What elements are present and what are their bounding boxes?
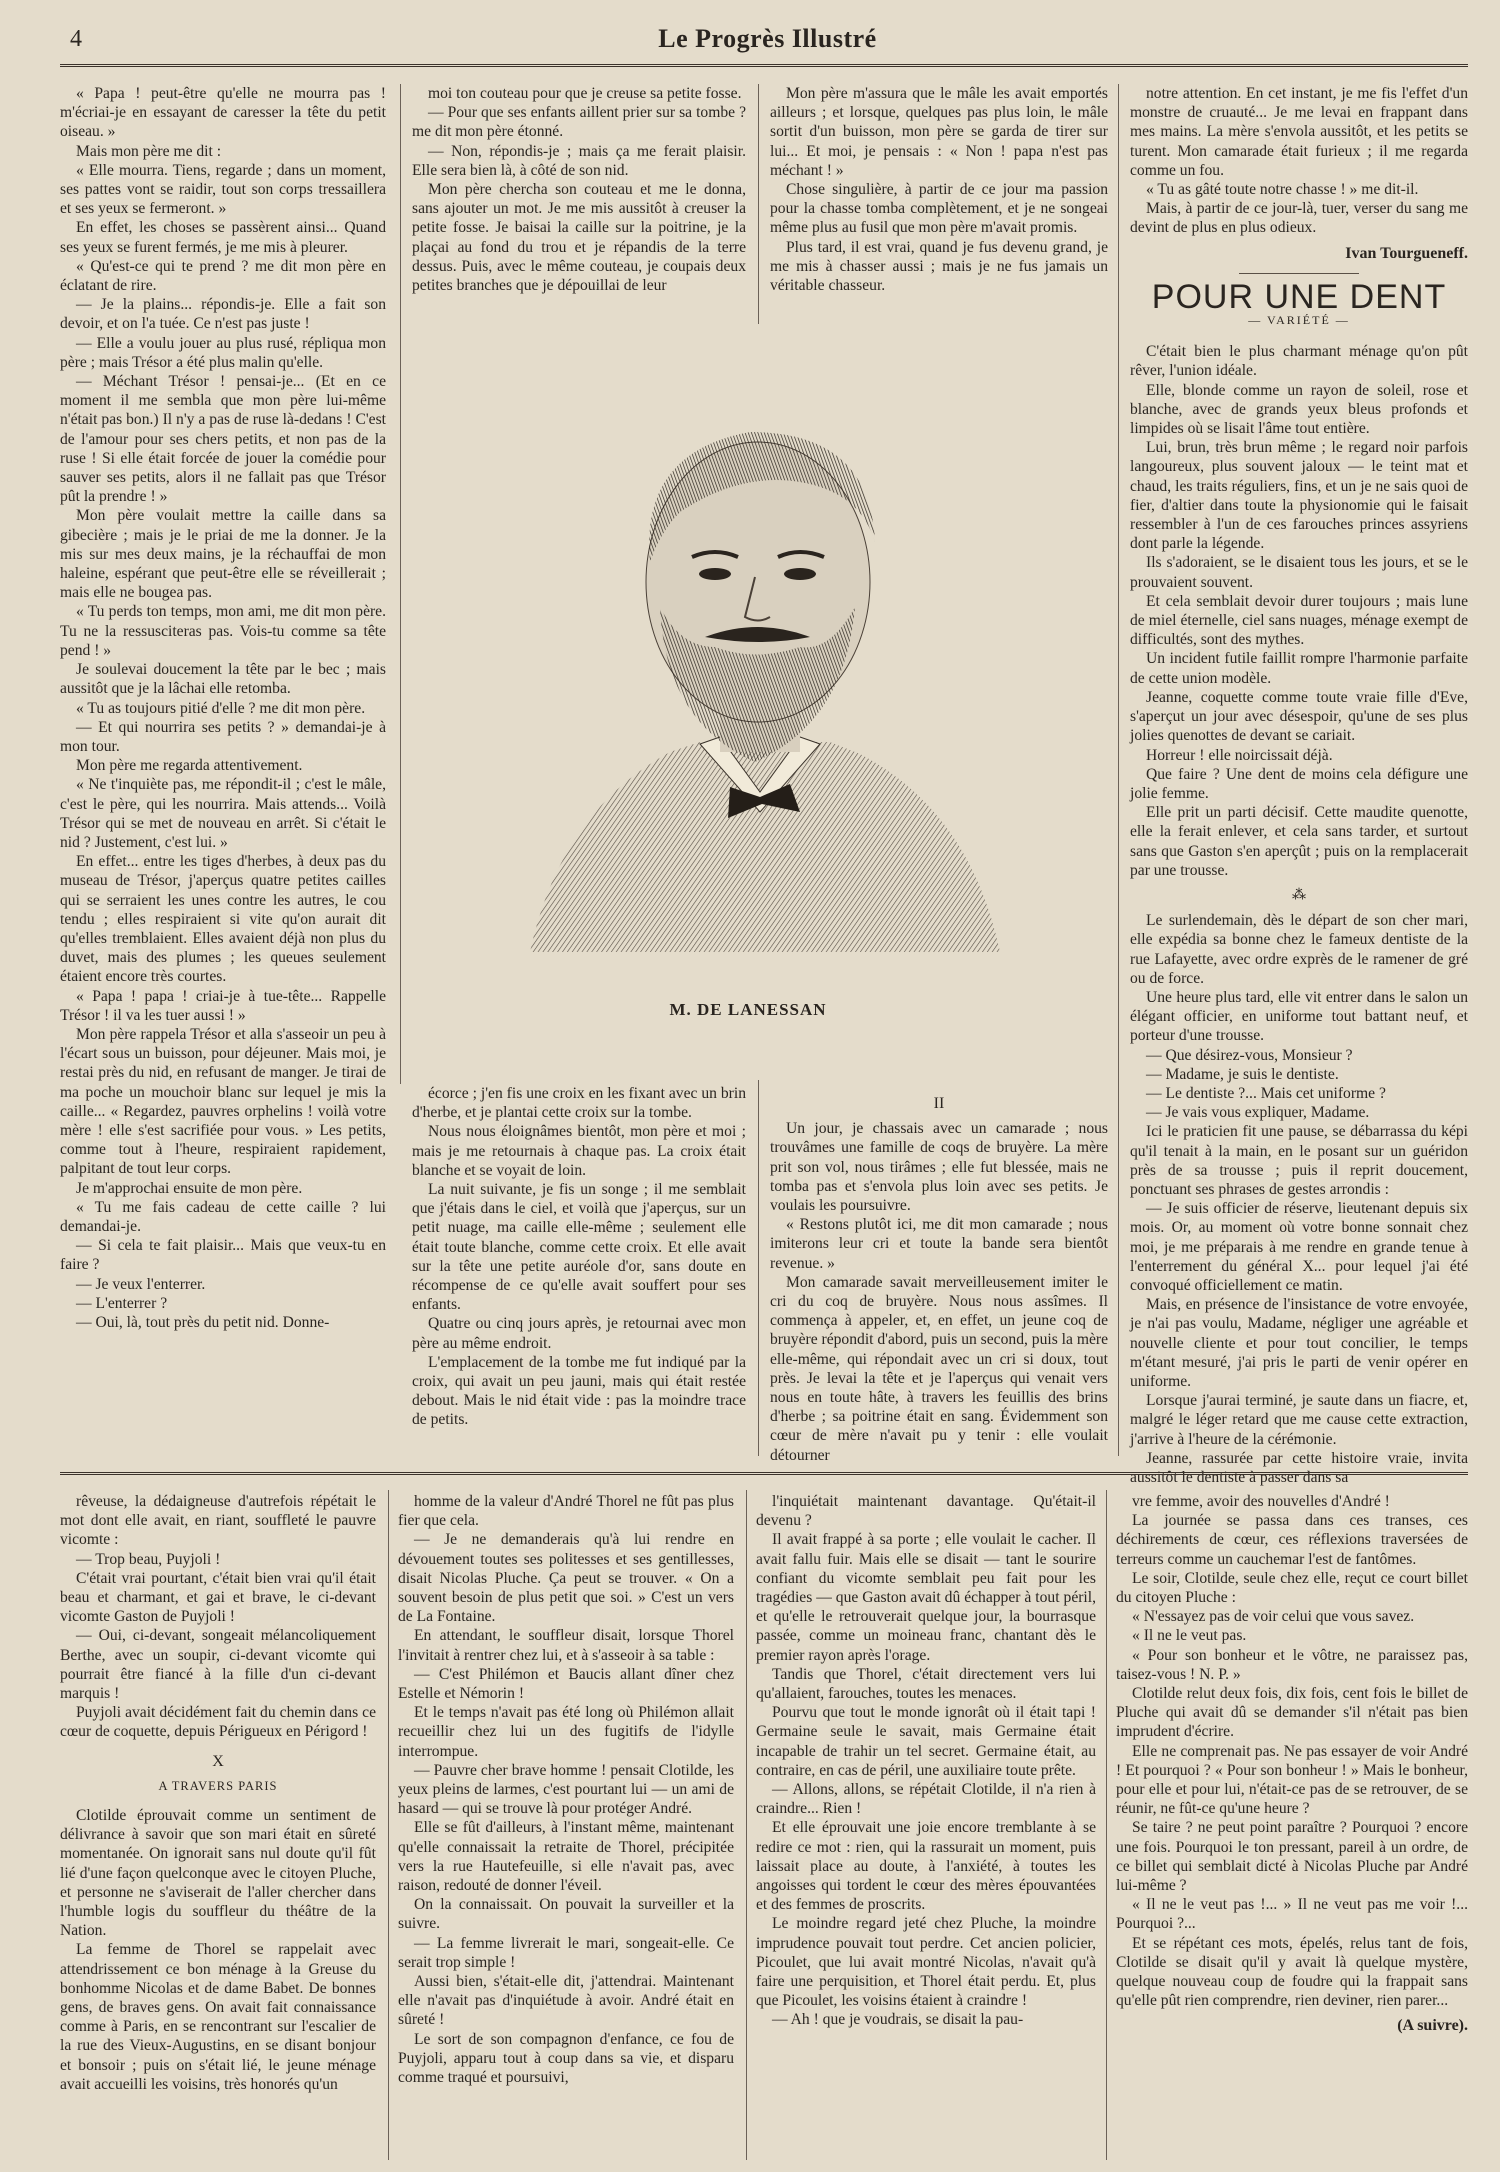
ornament-rule — [1239, 273, 1359, 274]
paragraph: « Elle mourra. Tiens, regarde ; dans un moment, ses pattes vont se raidir, tout son corps tressaillera et ses yeux se fermeront. » — [60, 161, 386, 218]
paragraph: « Restons plutôt ici, me dit mon camarade ; nous imiterons leur cri et toute la bande sera bientôt revenue. » — [770, 1216, 1108, 1272]
page-header — [60, 22, 1475, 62]
paragraph: Et le temps n'avait pas été long où Philémon allait recueillir chez lui un des fugitifs de l'idylle interrompue. — [398, 1704, 734, 1760]
top-column-3 — [770, 84, 1108, 324]
chapter-title: A TRAVERS PARIS — [158, 1778, 278, 1793]
paragraph: Ici le praticien fit une pause, se débarrassa du képi qu'il tenait à la main, en le posant sur un guéridon près de sa trousse ; puis il reprit doucement, ponctuant ses phrases de gestes arrondis : — [1130, 1123, 1468, 1198]
paragraph: — Ah ! que je voudrais, se disait la pau- — [772, 2011, 1024, 2029]
top-column-2-lower — [412, 1084, 746, 1456]
paragraph: Mais mon père me dit : — [76, 142, 222, 160]
paragraph: Le sort de son compagnon d'enfance, ce fou de Puyjoli, apparu tout à coup dans sa vie, et disparu comme traqué et poursuivi, — [398, 2030, 734, 2087]
paragraph: Clotilde relut deux fois, dix fois, cent fois le billet de Pluche qui avait dû se demander s'il n'était pas bien imprudent d'écrire. — [1116, 1685, 1468, 1741]
column-rule — [746, 1490, 747, 2160]
paragraph: — Méchant Trésor ! pensai-je... (Et en ce moment il me sembla que mon père lui-même n'était pas bon.) Il n'y a pas de ruse là-dedans ! C'est de l'amour pour ses chers petits, et non pas de la ruse ! Si elle était forcée de jouer la comédie pour sauver ses petits, alors il ne fallait pas que Trésor pût la prendre ! » — [60, 373, 386, 506]
paragraph: « Ne t'inquiète pas, me répondit-il ; c'est le mâle, c'est le père, qui les nourrira. Mais attends... Voilà Trésor qui se met de nouveau en arrêt. Si c'était le nid ? Justement, c'est lui. » — [60, 776, 386, 851]
paragraph: On la connaissait. On pouvait la surveiller et la suivre. — [398, 1896, 734, 1933]
paragraph: Elle, blonde comme un rayon de soleil, rose et blanche, avec de grands yeux bleus profonds et limpides où se lisait l'âme tout entière. — [1130, 381, 1468, 438]
paragraph: La femme de Thorel se rappelait avec attendrissement ce bon ménage à la Greuse du bonhomme Nicolas et de dame Babet. De bonnes gens, de braves gens. On avait fait connaissance comme à Paris, en se rencontrant sur l'escalier de la rue des Vieux-Augustins, en se disant bonjour et bonsoir ; puis on s'était lié, le jeune ménage avait accueilli les voisins, très honorés qu'un — [60, 1941, 376, 2093]
portrait-engraving — [500, 392, 1020, 992]
paragraph: Chose singulière, à partir de ce jour ma passion pour la chasse tomba complètement, et je ne songeai même plus au fusil que mon père m'avait promis. — [770, 181, 1108, 237]
bottom-column-2 — [398, 1492, 734, 2160]
bottom-column-4 — [1116, 1492, 1468, 2160]
paragraph: Mon père m'assura que le mâle les avait emportés ailleurs ; et lorsque, quelques pas plus loin, le mâle sortit d'un buisson, mon père se garda de tirer sur lui... Et moi, je pensais : « Non ! papa n'est pas méchant ! » — [770, 85, 1108, 179]
paragraph: Elle ne comprenait pas. Ne pas essayer de voir André ! Et pourquoi ? « Pour son bonheur ! » Mais le bonheur, pour elle et pour lui, n'était-ce pas de se retrouver, de se réunir, ne fût-ce qu'une heure ? — [1116, 1742, 1468, 1818]
paragraph: — Trop beau, Puyjoli ! — [76, 1550, 221, 1568]
paragraph: — Le dentiste ?... Mais cet uniforme ? — [1146, 1084, 1386, 1102]
paragraph: Se taire ? ne peut point paraître ? Pourquoi ? encore une fois. Pourquoi le ton pressant, pareil à un ordre, de ce billet qui semblait dicté à Nicolas Pluche par André lui-même ? — [1116, 1819, 1468, 1895]
paragraph: Tandis que Thorel, c'était directement vers lui qu'allaient, farouches, toutes les menaces. — [756, 1665, 1096, 1703]
paragraph: « Pour son bonheur et le vôtre, ne paraissez pas, taisez-vous ! N. P. » — [1116, 1646, 1468, 1683]
paragraph: En effet... entre les tiges d'herbes, à deux pas du museau de Trésor, j'aperçus quatre petites cailles qui se serraient les unes contre les autres, le cou tendu ; elles respiraient si vite qu'on aurait dit qu'elles tremblaient. Elles avaient déjà non plus du duvet, mais des plumes ; les queues seulement étaient encore très courtes. — [60, 853, 386, 986]
paragraph: — Que désirez-vous, Monsieur ? — [1146, 1046, 1353, 1064]
paragraph: Un jour, je chassais avec un camarade ; nous trouvâmes une famille de coqs de bruyère. La mère prit son vol, nous tirâmes ; elle fut blessée, mais ne tomba pas et s'envola plus loin avec ses petits. Je voulais les poursuivre. — [770, 1120, 1108, 1215]
paragraph: « Tu as toujours pitié d'elle ? me dit mon père. — [76, 699, 366, 717]
paragraph: — Oui, là, tout près du petit nid. Donne- — [76, 1314, 330, 1331]
top-column-4 — [1130, 84, 1468, 1487]
paragraph: rêveuse, la dédaigneuse d'autrefois répétait le mot dont elle avait, en riant, souffleté le pauvre vicomte : — [60, 1493, 376, 1549]
paragraph: — Allons, allons, se répétait Clotilde, il n'a rien à craindre... Rien ! — [756, 1781, 1096, 1818]
to-be-continued: (A suivre). — [1397, 2017, 1468, 2035]
author-signature: Ivan Tourgueneff. — [1345, 244, 1468, 262]
paragraph: — La femme livrerait le mari, songeait-elle. Ce serait trop simple ! — [398, 1934, 734, 1971]
paragraph: — Madame, je suis le dentiste. — [1146, 1065, 1339, 1083]
section-number: II — [933, 1095, 945, 1112]
paragraph: Lui, brun, très brun même ; le regard noir parfois langoureux, plus souvent jaloux — le teint mat et chaud, les traits réguliers, fins, et un je ne sais quoi de fier, d'altier dans toute la physionomie qui le faisait ressembler à l'un de ces farouches princes assyriens dont parle la légende. — [1130, 439, 1468, 553]
paragraph: — Oui, ci-devant, songeait mélancoliquement Berthe, avec un soupir, ci-devant vicomte qui pourrait être fiancé à la fille d'un ci-devant marquis ! — [60, 1627, 376, 1703]
paragraph: Le soir, Clotilde, seule chez elle, reçut ce court billet du citoyen Pluche : — [1116, 1569, 1468, 1607]
masthead: Le Progrès Illustré — [658, 24, 877, 53]
paragraph: Mais, en présence de l'insistance de votre envoyée, je n'ai pas voulu, Madame, négliger une agréable et nouvelle cliente et pour tout concilier, le temps m'étant mesuré, j'ai pris le parti de venir opérer en uniforme. — [1130, 1296, 1468, 1390]
paragraph: Ils s'adoraient, se le disaient tous les jours, et se le prouvaient souvent. — [1130, 554, 1468, 591]
column-rule — [1106, 1490, 1107, 2160]
paragraph: Mon père me regarda attentivement. — [76, 757, 303, 775]
paragraph: notre attention. En cet instant, je me fis l'effet d'un monstre de cruauté... Je me levai en frappant dans mes mains. La mère s'envola aussitôt, et les petits se turent. Mon camarade était furieux ; il me regarda comme un fou. — [1130, 85, 1468, 179]
column-rule — [1118, 84, 1119, 1456]
paragraph: « Tu as gâté toute notre chasse ! » me dit-il. — [1146, 181, 1419, 199]
paragraph: Mon camarade savait merveilleusement imiter le cri du coq de bruyère. Nous nous assîmes. Il commença à appeler, et, en effet, un jeune coq de bruyère répondit d'abord, puis un second, puis la mère elle-même, qui répondait avec un cri si doux, tout près. Je levai la tête et je l'aperçus qui venait vers nous en toute hâte, à travers les feuillis des brins d'herbe ; sa poitrine était en sang. Évidemment son cœur de mère n'avait pu y tenir : elle voulait détourner — [770, 1273, 1108, 1464]
ornament: ⁂ — [1292, 887, 1306, 903]
paragraph: Elle prit un parti décisif. Cette maudite quenotte, elle la ferait enlever, et cela sans tarder, et surtout sans que Gaston s'en aperçût ; puis on la remplacerait par une trousse. — [1130, 804, 1468, 879]
paragraph: « Il ne le veut pas. — [1132, 1627, 1247, 1645]
paragraph: — Je suis officier de réserve, lieutenant depuis six mois. Or, au moment où votre bonne sonnait chez moi, je me préparais à me rendre en grande tenue à l'enterrement du général X... pour lequel j'ai été convoqué officiellement ce matin. — [1130, 1200, 1468, 1294]
paragraph: Mon père voulait mettre la caille dans sa gibecière ; mais je le priai de me la donner. Je la mis sur mes deux mains, je la réchauffai de mon haleine, espérant que peut-être elle se réveillerait ; mais elle ne bougea pas. — [60, 507, 386, 602]
paragraph: « N'essayez pas de voir celui que vous savez. — [1132, 1608, 1415, 1626]
paragraph: — Non, répondis-je ; mais ça me ferait plaisir. Elle sera bien là, à côté de son nid. — [412, 142, 746, 179]
paragraph: Plus tard, il est vrai, quand je fus devenu grand, je me mis à chasser aussi ; mais je ne fus jamais un véritable chasseur. — [770, 238, 1108, 295]
paragraph: Clotilde éprouvait comme un sentiment de délivrance à savoir que son mari était en sûreté momentanée. On ignorait sans nul doute qu'il fût lié d'une façon quelconque avec le citoyen Pluche, et personne ne s'aviserait de l'aller chercher dans l'humble logis du souffleur du théâtre de la Nation. — [60, 1807, 376, 1940]
paragraph: Une heure plus tard, elle vit entrer dans le salon un élégant officier, en uniforme tout battant neuf, et porteur d'une trousse. — [1130, 988, 1468, 1045]
paragraph: La nuit suivante, je fis un songe ; il me semblait que j'étais dans le ciel, et voilà que j'aperçus, sur un petit nuage, ma caille elle-même ; seulement elle était toute blanche, comme cette croix. Et elle avait sur la tête une petite auréole d'or, sans doute en récompense de ce qu'elle avait souffert pour ses enfants. — [412, 1181, 746, 1314]
paragraph: « Il ne le veut pas !... » Il ne veut pas me voir !... Pourquoi ?... — [1116, 1896, 1468, 1933]
paragraph: C'était bien le plus charmant ménage qu'on pût rêver, l'union idéale. — [1130, 343, 1468, 380]
page-number: 4 — [70, 26, 82, 52]
paragraph: écorce ; j'en fis une croix en les fixant avec un brin d'herbe, et je plantai cette croix sur la tombe. — [412, 1085, 746, 1122]
paragraph: moi ton couteau pour que je creuse sa petite fosse. — [428, 85, 742, 102]
chapter-number: X — [212, 1752, 224, 1770]
column-rule — [400, 84, 401, 1084]
paragraph: homme de la valeur d'André Thorel ne fût pas plus fier que cela. — [398, 1493, 734, 1530]
paragraph: — Pour que ses enfants aillent prier sur sa tombe ? me dit mon père étonné. — [412, 104, 746, 141]
paragraph: — L'enterrer ? — [76, 1294, 168, 1312]
paragraph: « Papa ! peut-être qu'elle ne mourra pas ! m'écriai-je en essayant de caresser la tête du petit oiseau. » — [60, 85, 386, 141]
paragraph: Quatre ou cinq jours après, je retournai avec mon père au même endroit. — [412, 1315, 746, 1352]
paragraph: « Papa ! papa ! criai-je à tue-tête... Rappelle Trésor ! il va les tuer aussi ! » — [60, 987, 386, 1024]
top-column-2 — [412, 84, 746, 324]
paragraph: — Si cela te fait plaisir... Mais que veux-tu en faire ? — [60, 1237, 386, 1274]
portrait-caption: M. DE LANESSAN — [669, 1000, 827, 1019]
feature-title: POUR UNE DENT — [1151, 277, 1447, 316]
paragraph: — Je veux l'enterrer. — [76, 1275, 206, 1293]
paragraph: Jeanne, rassurée par cette histoire vraie, invita aussitôt le dentiste à passer dans sa — [1130, 1449, 1468, 1487]
bottom-column-1 — [60, 1492, 376, 2160]
paragraph: Horreur ! elle noircissait déjà. — [1146, 746, 1333, 764]
feature-subtitle: — VARIÉTÉ — — [1248, 313, 1350, 328]
header-rule — [60, 64, 1468, 71]
paragraph: vre femme, avoir des nouvelles d'André ! — [1132, 1493, 1390, 1510]
paragraph: L'emplacement de la tombe me fut indiqué par la croix, qui avait un peu jauni, mais qui était restée debout. Mais le nid était vide : pas la moindre trace de petits. — [412, 1353, 746, 1429]
paragraph: Jeanne, coquette comme toute vraie fille d'Eve, s'aperçut un jour avec désespoir, qu'une de ses plus jolies quenottes de devant se cariait. — [1130, 688, 1468, 745]
paragraph: « Tu me fais cadeau de cette caille ? lui demandai-je. — [60, 1198, 386, 1235]
paragraph: « Qu'est-ce qui te prend ? me dit mon père en éclatant de rire. — [60, 257, 386, 295]
paragraph: — Je ne demanderais qu'à lui rendre en dévouement toutes ses politesses et ses gentillesses, disait Nicolas Pluche. Ça peut se trouver. « On a souvent besoin de plus petit que soi. » C'est un vers de La Fontaine. — [398, 1531, 734, 1626]
paragraph: — Et qui nourrira ses petits ? » demandai-je à mon tour. — [60, 718, 386, 755]
paragraph: « Tu perds ton temps, mon ami, me dit mon père. Tu ne la ressusciteras pas. Vois-tu comme sa tête pend ! » — [60, 603, 386, 659]
paragraph: Lorsque j'aurai terminé, je saute dans un fiacre, et, malgré le léger retard que me cause cette extraction, j'arrive à l'heure de la cérémonie. — [1130, 1392, 1468, 1448]
paragraph: Le surlendemain, dès le départ de son cher mari, elle expédia sa bonne chez le fameux dentiste de la rue Lafayette, avec ordre exprès de le ramener de gré ou de force. — [1130, 912, 1468, 987]
paragraph: — Je la plains... répondis-je. Elle a fait son devoir, et on l'a tuée. Ce n'est pas juste ! — [60, 296, 386, 333]
paragraph: Mon père rappela Trésor et alla s'asseoir un peu à l'écart sous un buisson, pour déjeuner. Mais moi, je restai près du nid, en refusant de manger. Je tirai de ma poche un mouchoir blanc sur lequel je mis la caille... « Regardez, pauvres orphelins ! voilà votre mère ! elle s'est sacrifiée pour vous. » Les petits, comme tout à l'heure, respiraient rapidement, palpitant de tout leur corps. — [60, 1025, 386, 1178]
bottom-column-3 — [756, 1492, 1096, 2160]
paragraph: l'inquiétait maintenant davantage. Qu'était-il devenu ? — [756, 1493, 1096, 1530]
paragraph: Elle se fût d'ailleurs, à l'instant même, maintenant qu'elle connaissait la retraite de Thorel, précipitée vers la rue Hautefeuille, si elle n'avait pas, avec raison, redouté de donner l'éveil. — [398, 1819, 734, 1895]
paragraph: — C'est Philémon et Baucis allant dîner chez Estelle et Némorin ! — [398, 1665, 734, 1703]
column-rule — [388, 1490, 389, 2160]
paragraph: Et elle éprouvait une joie encore tremblante à se redire ce mot : rien, qui la rassurait un moment, puis laissait place au doute, à l'anxiété, à toutes les angoisses qui tordent le cœur des mères épouvantées et des femmes de proscrits. — [756, 1819, 1096, 1914]
paragraph: Aussi bien, s'était-elle dit, j'attendrai. Maintenant elle n'avait pas d'inquiétude à avoir. André était en sûreté ! — [398, 1973, 734, 2029]
paragraph: Il avait frappé à sa porte ; elle voulait le cacher. Il avait fallu fuir. Mais elle se disait — tant le sourire confiant du vicomte semblait peu fait pour les tragédies — que Gaston avait dû échapper à tout péril, et qu'elle le retrouverait quelque jour, la bourrasque passée, comme un moineau franc, chantant dès le premier rayon après l'orage. — [756, 1531, 1096, 1664]
paragraph: C'était vrai pourtant, c'était bien vrai qu'il était beau et charmant, et gai et brave, le ci-devant vicomte Gaston de Puyjoli ! — [60, 1569, 376, 1626]
paragraph: La journée se passa dans ces transes, ces déchirements de cœur, ces réflexions traversées de terreurs comme un cauchemar l'est de fantômes. — [1116, 1512, 1468, 1568]
paragraph: Le moindre regard jeté chez Pluche, la moindre imprudence pouvait tout perdre. Cet ancien policier, Picoulet, que lui avait montré Nicolas, n'avait qu'à faire une perquisition, et Thorel était perdu. Et, plus que Picoulet, les voisins étaient à craindre ! — [756, 1915, 1096, 2010]
paragraph: Un incident futile faillit rompre l'harmonie parfaite de cette union modèle. — [1130, 650, 1468, 687]
paragraph: Puyjoli avait décidément fait du chemin dans ce cœur de coquette, depuis Périgueux en Périgord ! — [60, 1704, 376, 1741]
paragraph: Mon père chercha son couteau et me le donna, sans ajouter un mot. Je me mis aussitôt à creuser la petite fosse. Je baisai la caille sur la poitrine, je la plaçai au fond du trou et je répandis de la terre dessus. Puis, avec le même couteau, je coupais deux petites branches que je dépouillai de leur — [412, 181, 746, 295]
paragraph: — Elle a voulu jouer au plus rusé, répliqua mon père ; mais Trésor a été plus malin qu'elle. — [60, 334, 386, 371]
paragraph: Je soulevai doucement la tête par le bec ; mais aussitôt que je la lâchai elle retomba. — [60, 661, 386, 698]
paragraph: Nous nous éloignâmes bientôt, mon père et moi ; mais je me retournais à chaque pas. La croix était blanche et se voyait de loin. — [412, 1123, 746, 1179]
column-rule — [758, 84, 759, 324]
paragraph: En attendant, le souffleur disait, lorsque Thorel l'invitait à rentrer chez lui, et à s'asseoir à sa table : — [398, 1627, 734, 1664]
column-rule — [758, 1080, 759, 1456]
paragraph: — Pauvre cher brave homme ! pensait Clotilde, les yeux pleins de larmes, c'est pourtant lui — un ami de hasard — qui se trouve là pour protéger André. — [398, 1761, 734, 1818]
paragraph: Pourvu que tout le monde ignorât où il était tapi ! Germaine seule le savait, mais Germaine était incapable de trahir un tel secret. Germaine était, au contraire, en cas de péril, une auxiliaire toute prête. — [756, 1704, 1096, 1779]
paragraph: Je m'approchai ensuite de mon père. — [76, 1179, 303, 1197]
paragraph: Mais, à partir de ce jour-là, tuer, verser du sang me devint de plus en plus odieux. — [1130, 200, 1468, 237]
paragraph: Que faire ? Une dent de moins cela défigure une jolie femme. — [1130, 765, 1468, 802]
section-divider-rule — [60, 1472, 1468, 1479]
top-column-3-lower — [770, 1084, 1108, 1464]
paragraph: — Je vais vous expliquer, Madame. — [1146, 1104, 1370, 1122]
paragraph: Et cela semblait devoir durer toujours ; mais lune de miel éternelle, ciel sans nuages, ménage exempt de difficultés, sont des mythes. — [1130, 592, 1468, 649]
top-column-1 — [60, 84, 386, 1456]
paragraph: Et se répétant ces mots, épelés, relus tant de fois, Clotilde se disait qu'il y avait là quelque mystère, quelque nouveau coup de foudre qui la frappait sans qu'elle pût rien comprendre, rien deviner, rien parer... — [1116, 1934, 1468, 2010]
paragraph: En effet, les choses se passèrent ainsi... Quand ses yeux se furent fermés, je me mis à pleurer. — [60, 219, 386, 256]
